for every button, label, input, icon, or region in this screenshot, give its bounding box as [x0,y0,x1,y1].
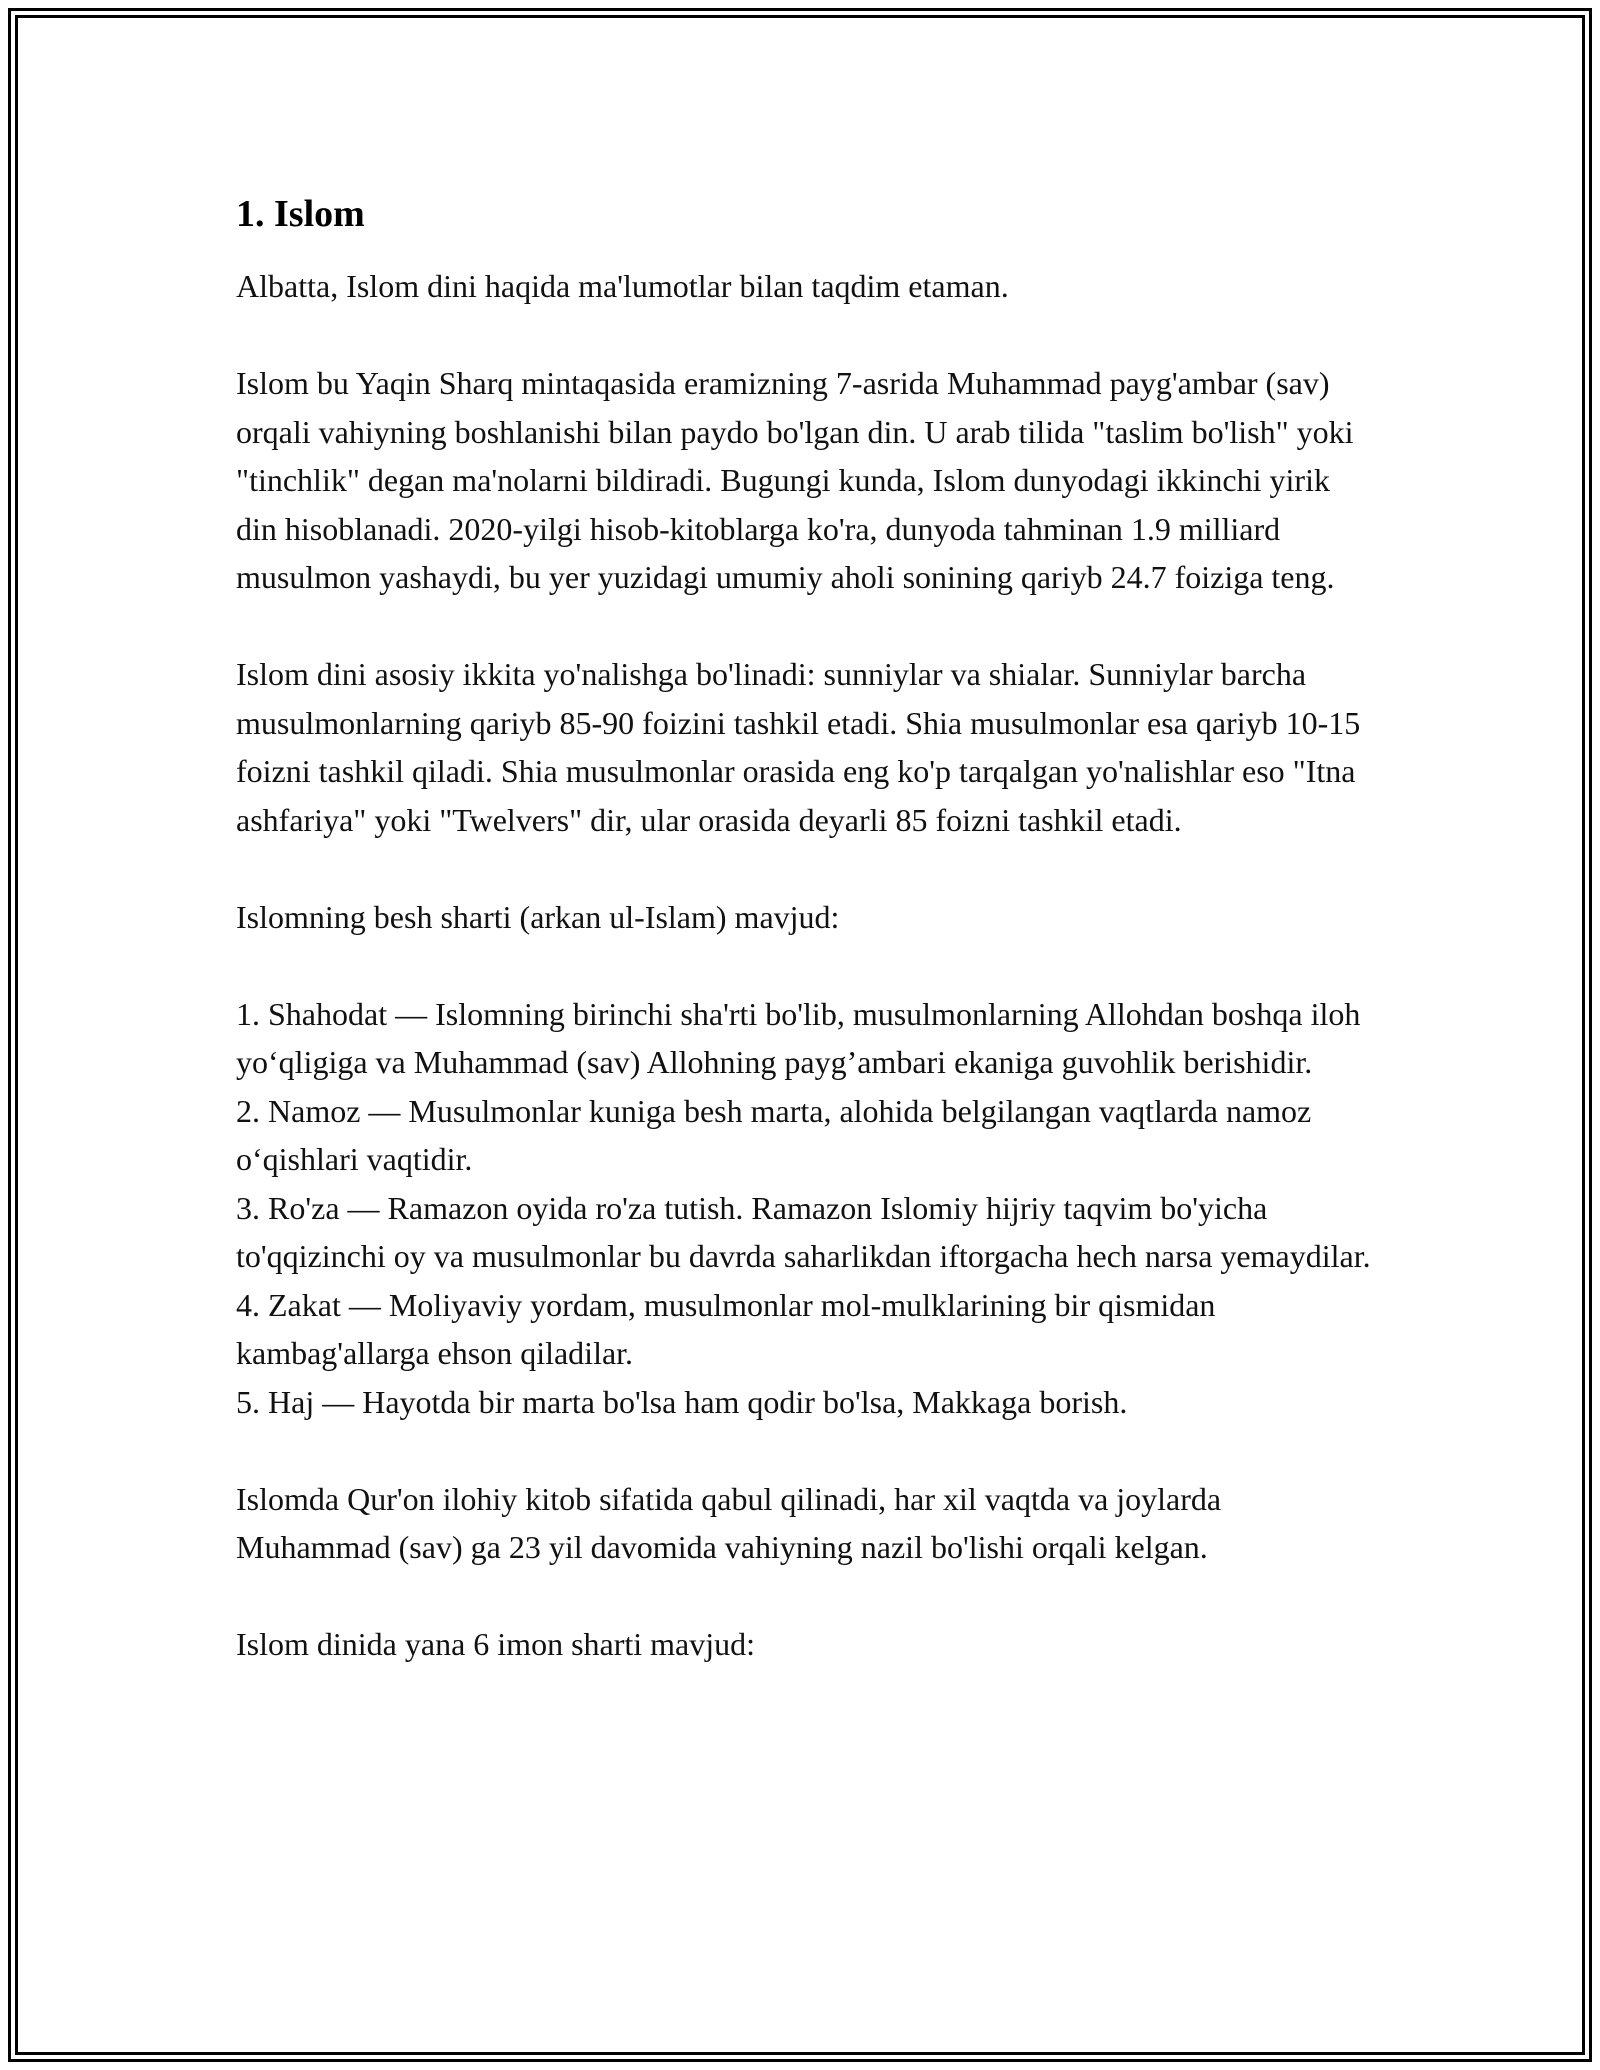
pillar-list-item: 1. Shahodat — Islomning birinchi sha'rti bo'lib, musulmonlarning Allohdan boshqa iloh yo‘qligiga va Muhammad (sav) Allohning payg’ambari ekaniga guvohlik berishidir. [236,995,1361,1080]
pillar-list-item: 2. Namoz — Musulmonlar kuniga besh marta, alohida belgilangan vaqtlarda namoz o‘qishlari vaqtidir. [236,1092,1312,1177]
intro-paragraph: Albatta, Islom dini haqida ma'lumotlar bilan taqdim etaman. [236,268,1009,304]
quran-paragraph: Islomda Qur'on ilohiy kitob sifatida qabul qilinadi, har xil vaqtda va joylarda Muhammad (sav) ga 23 yil davomida vahiyning nazil bo'lishi orqali kelgan. [236,1480,1222,1565]
history-paragraph: Islom bu Yaqin Sharq mintaqasida eramizning 7-asrida Muhammad payg'ambar (sav) orqali vahiyning boshlanishi bilan paydo bo'lgan din. U arab tilida "taslim bo'lish" yoki "tinchlik" degan ma'nolarni bildiradi. Bugungi kunda, Islom dunyodagi ikkinchi yirik din hisoblanadi. 2020-yilgi hisob-kitoblarga ko'ra, dunyoda tahminan 1.9 milliard musulmon yashaydi, bu yer yuzidagi umumiy aholi sonining qariyb 24.7 foiziga teng. [236,365,1354,595]
pillar-list-item: 4. Zakat — Moliyaviy yordam, musulmonlar mol-mulklarining bir qismidan kambag'allarga ehson qiladilar. [236,1286,1216,1371]
pillar-list-item: 3. Ro'za — Ramazon oyida ro'za tutish. Ramazon Islomiy hijriy taqvim bo'yicha to'qqizinchi oy va musulmonlar bu davrda saharlikdan iftorgacha hech narsa yemaydilar. [236,1189,1371,1274]
branches-paragraph: Islom dini asosiy ikkita yo'nalishga bo'linadi: sunniylar va shialar. Sunniylar barcha musulmonlarning qariyb 85-90 foizini tashkil etadi. Shia musulmonlar esa qariyb 10-15 foizni tashkil qiladi. Shia musulmonlar orasida eng ko'p tarqalgan yo'nalishlar eso "Itna ashfariya" yoki "Twelvers" dir, ular orasida deyarli 85 foizni tashkil etadi. [236,656,1361,838]
document-body [236,190,1376,1717]
section-heading: 1. Islom [236,193,365,235]
faith-intro-paragraph: Islom dinida yana 6 imon sharti mavjud: [236,1626,756,1662]
pillar-list-item: 5. Haj — Hayotda bir marta bo'lsa ham qodir bo'lsa, Makkaga borish. [236,1383,1128,1420]
pillars-intro-paragraph: Islomning besh sharti (arkan ul-Islam) mavjud: [236,898,840,935]
